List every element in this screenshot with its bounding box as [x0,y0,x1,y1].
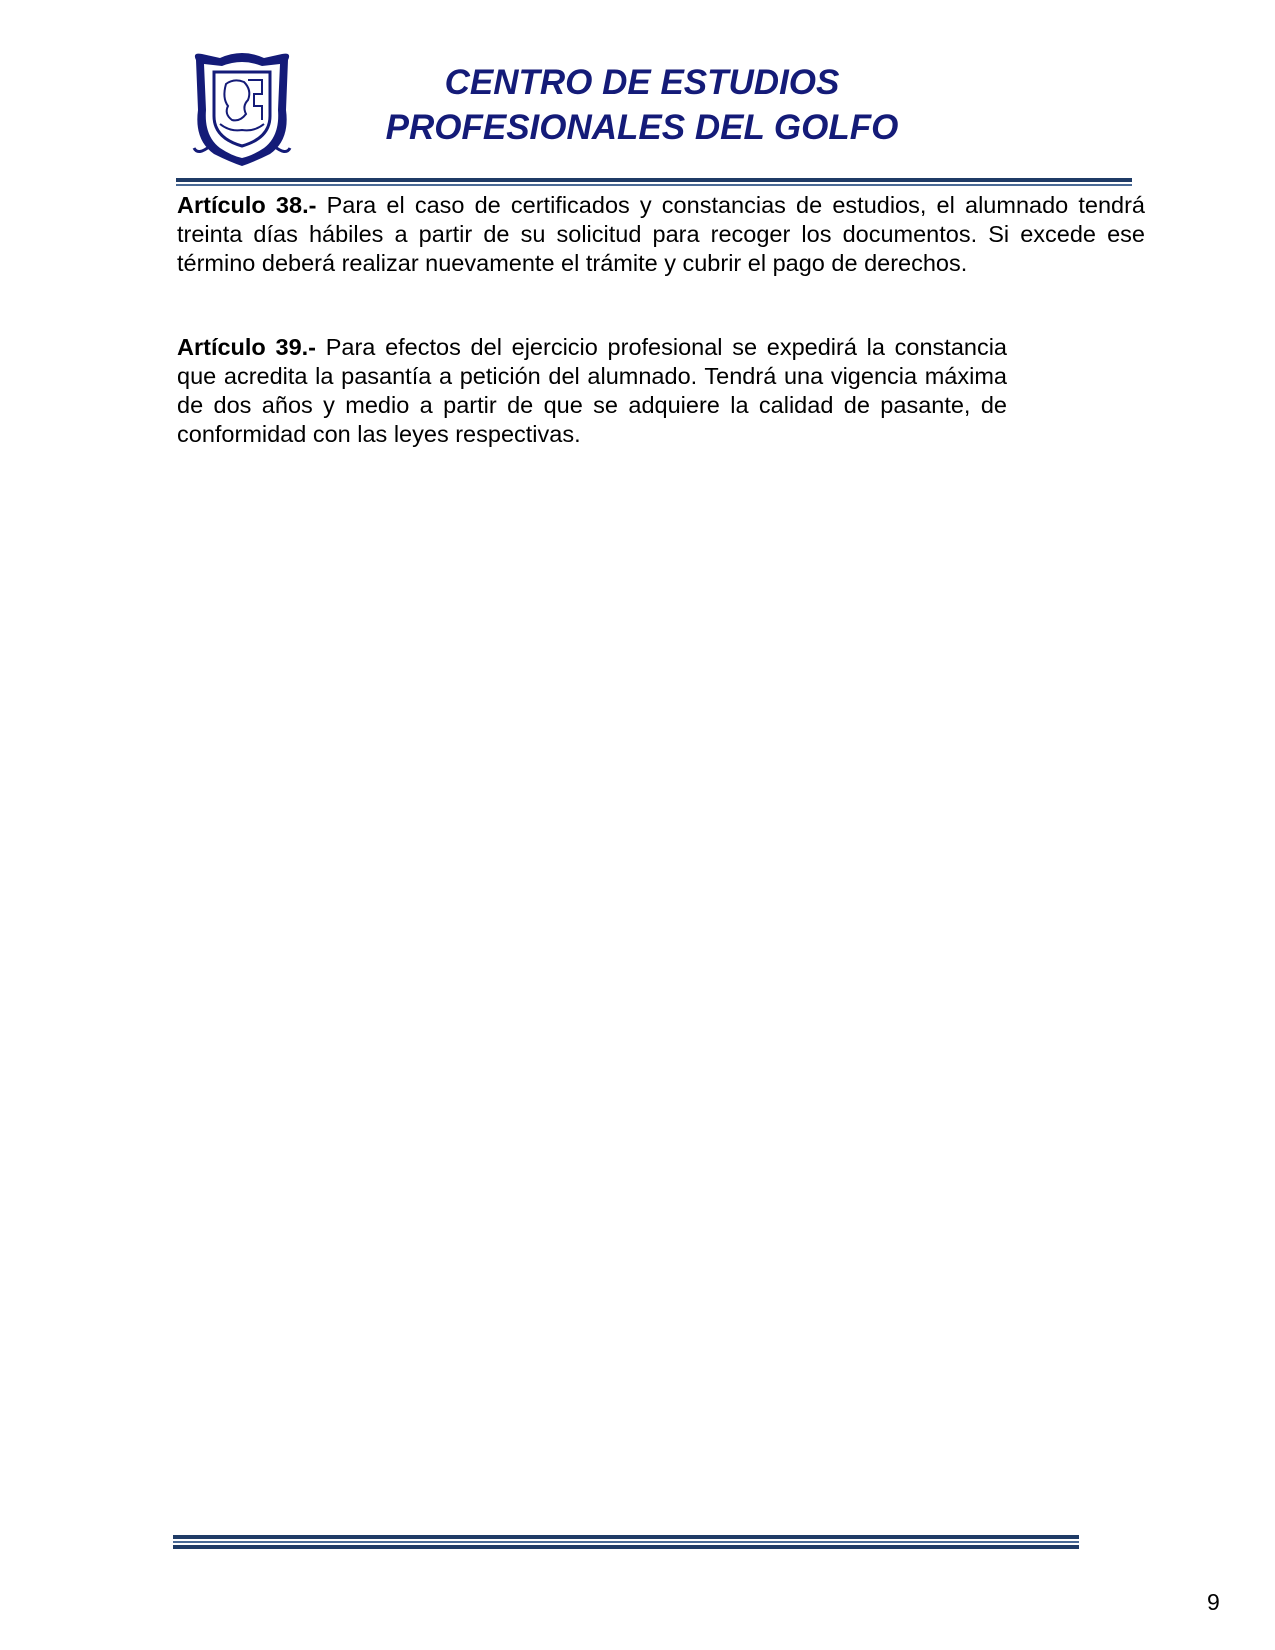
article-38 [177,191,1145,278]
article-38-text: Para el caso de certificados y constancias de estudios, el alumnado tendrá treinta días hábiles a partir de su solicitud para recoger los documentos. Si excede ese término deberá realizar nuevamente el trámite y cubrir el pago de derechos. [177,192,1146,276]
institution-logo [190,50,294,168]
article-39-text: Para efectos del ejercicio profesional se expedirá la constancia que acredita la pasantía a petición del alumnado. Tendrá una vigencia máxima de dos años y medio a partir de que se adquiere la calidad de pasante, de conformidad con las leyes respectivas. [177,334,1007,447]
footer-divider [173,1535,1079,1549]
header-title-line-1: CENTRO DE ESTUDIOS [444,63,840,102]
seal-icon [190,50,294,168]
article-39-label: Artículo 39.- [177,334,316,360]
page-number: 9 [1207,1589,1220,1615]
header-title-line-2: PROFESIONALES DEL GOLFO [385,108,899,147]
article-38-label: Artículo 38.- [177,192,317,218]
article-39 [177,333,1007,449]
header-divider [176,178,1132,186]
